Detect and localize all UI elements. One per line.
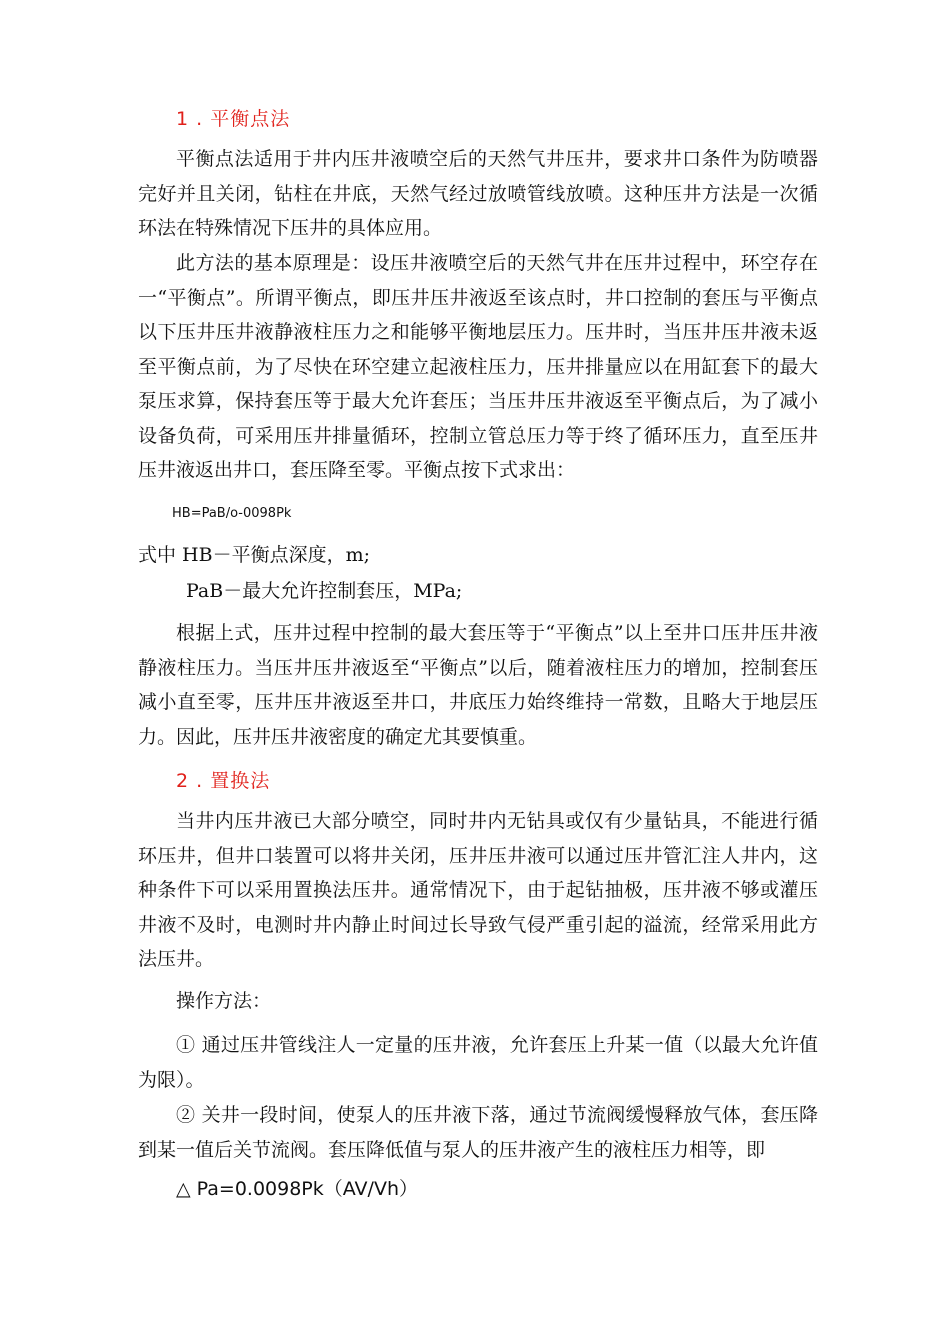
paragraph-balance-principle: 此方法的基本原理是：设压井液喷空后的天然气井在压井过程中，环空存在一“平衡点”。所谓平衡点，即压井压井液返至该点时，井口控制的套压与平衡点以下压井压井液静液柱压力之和能够平衡地层压力。压井时，当压井压井液未返至平衡点前，为了尽快在环空建立起液柱压力，压井排量应以在用缸套下的最大泵压求算，保持套压等于最大允许套压；当压井压井液返至平衡点后，为了减小设备负荷，可采用压井排量循环，控制立管总压力等于终了循环压力，直至压井压井液返出井口，套压降至零。平衡点按下式求出： — [138, 252, 818, 481]
formula-legend-depth: 式中 HB－平衡点深度，m; — [138, 544, 370, 566]
paragraph-balance-intro: 平衡点法适用于井内压井液喷空后的天然气井压井，要求井口条件为防喷器完好并且关闭，钻柱在井底，天然气经过放喷管线放喷。这种压井方法是一次循环法在特殊情况下压井的具体应用。 — [138, 148, 818, 239]
formula-text: HB=PaB/o-0098Pk — [172, 506, 292, 521]
formula-legend-pressure: PaB－最大允许控制套压，MPa; — [186, 580, 463, 602]
operation-step-2: ② 关井一段时间，使泵人的压井液下落，通过节流阀缓慢释放气体，套压降到某一值后关节流阀。套压降低值与泵人的压井液产生的液柱压力相等，即 — [138, 1104, 818, 1161]
paragraph-balance-conclusion: 根据上式，压井过程中控制的最大套压等于“平衡点”以上至井口压井压井液静液柱压力。当压井压井液返至“平衡点”以后，随着液柱压力的增加，控制套压减小直至零，压井压井液返至井口，井底压力始终维持一常数，且略大于地层压力。因此，压井压井液密度的确定尤其要慎重。 — [138, 622, 818, 748]
section-heading-displacement-method: 2 . 置换法 — [176, 770, 271, 792]
operation-method-label: 操作方法： — [176, 990, 272, 1012]
paragraph-displacement-intro: 当井内压井液已大部分喷空，同时井内无钻具或仅有少量钻具，不能进行循环压井，但井口装置可以将井关闭，压井压井液可以通过压井管汇注人井内，这种条件下可以采用置换法压井。通常情况下，由于起钻抽极，压井液不够或灌压井液不及时，电测时井内静止时间过长导致气侵严重引起的溢流，经常采用此方法压井。 — [138, 810, 818, 970]
equation-casing-pressure-drop: △ Pa=0.0098Pk（AV/Vh） — [176, 1178, 418, 1200]
section-heading-balance-point-method: 1 . 平衡点法 — [176, 108, 291, 130]
operation-step-1: ① 通过压井管线注人一定量的压井液，允许套压上升某一值（以最大允许值为限）。 — [138, 1034, 818, 1091]
formula-balance-point — [172, 506, 291, 521]
